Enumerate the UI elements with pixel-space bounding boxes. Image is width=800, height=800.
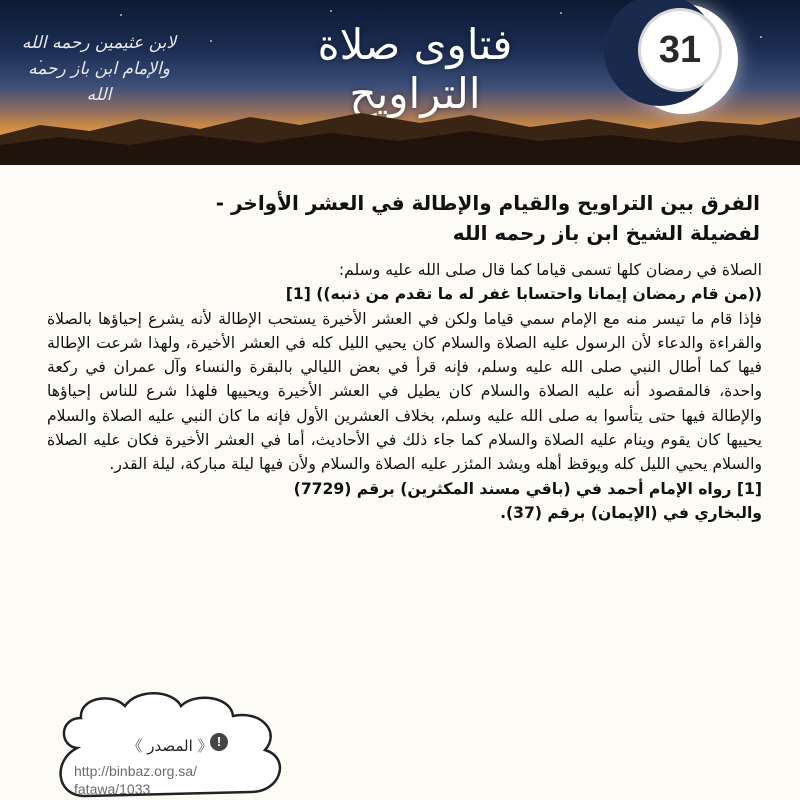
star [560,12,562,14]
series-title: فتاوى صلاة التراويح [317,20,513,118]
star [330,10,332,12]
episode-number-badge: 31 [638,8,722,92]
source-label: 《 المصدر 》 [127,737,213,755]
star [210,40,212,42]
source-link[interactable]: http://binbaz.org.sa/ fatawa/1033 [74,763,197,797]
footnote-line2: والبخاري في (الإيمان) برقم (37). [500,503,762,522]
article-title [80,188,760,248]
article-title-line2: لفضيلة الشيخ ابن باز رحمه الله [452,221,760,245]
paragraph-intro: الصلاة في رمضان كلها تسمى قياما كما قال صلى الله عليه وسلم: [338,261,762,279]
info-icon: ! [210,733,228,751]
paragraph-main: فإذا قام ما تيسر منه مع الإمام سمي قياما ولكن في العشر الأخيرة يستحب الإطالة لأنه يشرع إحياؤها بالصلاة والقراءة والدعاء لأن الرسول عليه الصلاة والسلام كان يحيي الليل كله في العشر الأخيرة، ولهذا شرعت الإطالة فيها كما أطال النبي صلى الله عليه وسلم، فإنه قرأ في بعض الليالي بالبقرة والنساء وآل عمران في ركعة واحدة، فالمقصود أنه عليه الصلاة والسلام كان يطيل في العشر الأخيرة ويحييها فلهذا شرع للناس إحياؤها والإطالة فيها حتى يتأسوا به صلى الله عليه وسلم، بخلاف العشرين الأول فإنه ما كان النبي عليه الصلاة والسلام يحييها كان يقوم وينام عليه الصلاة والسلام كما جاء ذلك في الأحاديث، أما في العشر الأخيرة فكان عليه الصلاة والسلام يحيي الليل كله ويوقظ أهله ويشد المئزر عليه الصلاة والسلام ولأن فيها ليلة مباركة، ليلة القدر. [47,309,762,474]
article-title-line1: الفرق بين التراويح والقيام والإطالة في العشر الأواخر - [215,191,760,215]
footnote-line1: [1] رواه الإمام أحمد في (باقي مسند المكثرين) برقم (7729) [293,479,762,498]
star [760,36,762,38]
scholars-calligraphy-logo: لابن عثيمين رحمه الله والإمام ابن باز رحمه الله [21,33,177,105]
star [120,14,122,16]
header-banner [0,0,800,165]
mountain-silhouette [0,95,800,165]
article-body [47,258,762,525]
hadith-quote: ((من قام رمضان إيمانا واحتسابا غفر له ما تقدم من ذنبه)) [1] [285,285,762,304]
